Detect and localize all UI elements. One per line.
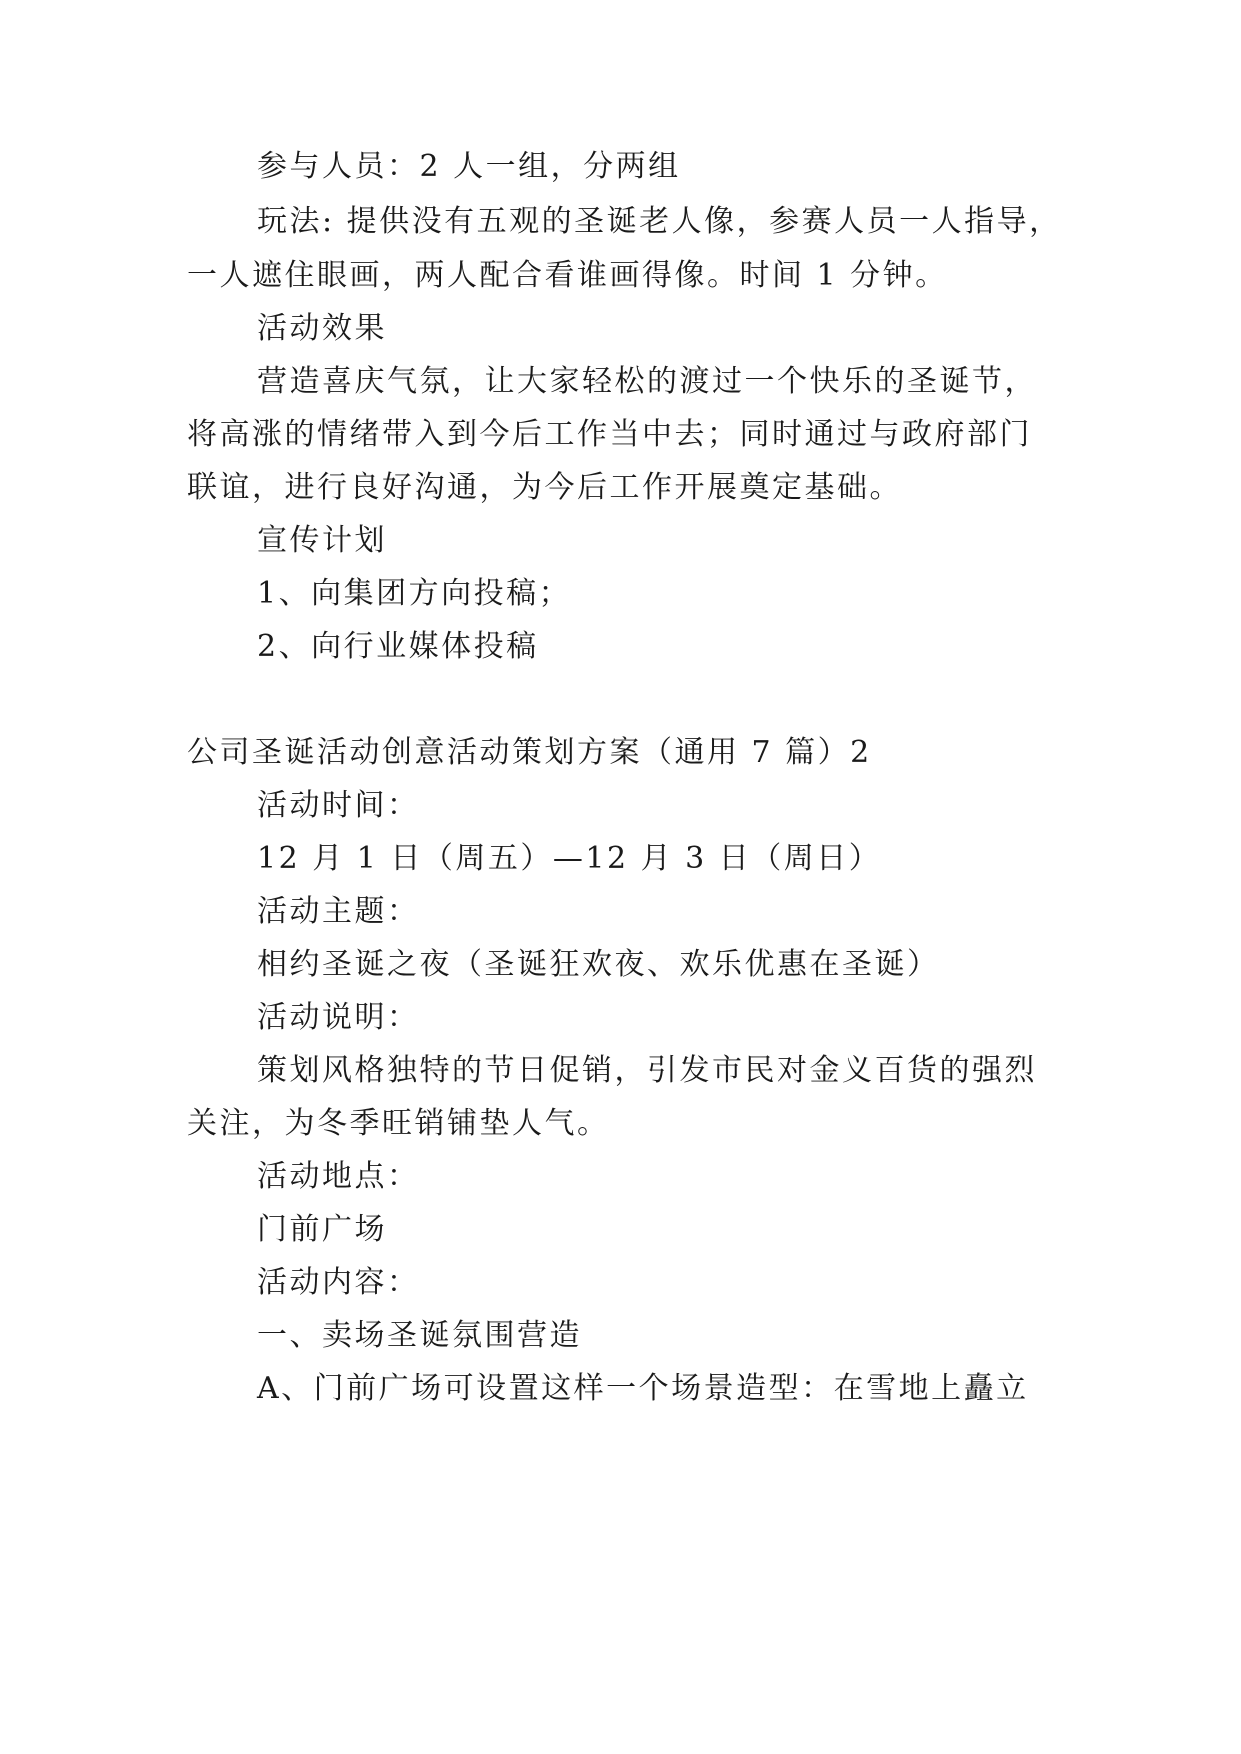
label-location: 活动地点： — [257, 1159, 420, 1194]
content-item-a: A、门前广场可设置这样一个场景造型：在雪地上矗立 — [257, 1371, 1029, 1406]
gameplay-line-2: 一人遮住眼画，两人配合看谁画得像。时间 1 分钟。 — [187, 258, 948, 293]
description-line-2: 关注，为冬季旺销铺垫人气。 — [187, 1106, 610, 1141]
document-title: 公司圣诞活动创意活动策划方案（通用 7 篇）2 — [187, 735, 872, 770]
label-content: 活动内容： — [257, 1265, 420, 1300]
label-description: 活动说明： — [257, 1000, 420, 1035]
effect-paragraph-line-2: 将高涨的情绪带入到今后工作当中去；同时通过与政府部门 — [187, 417, 1032, 452]
description-line-1: 策划风格独特的节日促销，引发市民对金义百货的强烈 — [257, 1053, 1037, 1088]
effect-paragraph-line-1: 营造喜庆气氛，让大家轻松的渡过一个快乐的圣诞节， — [257, 364, 1037, 399]
value-location: 门前广场 — [257, 1212, 387, 1247]
section-heading-publicity: 宣传计划 — [257, 523, 387, 558]
participants-line: 参与人员：2 人一组，分两组 — [257, 149, 681, 184]
content-heading-1: 一、卖场圣诞氛围营造 — [257, 1318, 582, 1353]
publicity-item-1: 1、向集团方向投稿； — [257, 576, 572, 611]
label-theme: 活动主题： — [257, 894, 420, 929]
publicity-item-2: 2、向行业媒体投稿 — [257, 629, 539, 664]
label-time: 活动时间： — [257, 788, 420, 823]
effect-paragraph-line-3: 联谊，进行良好沟通，为今后工作开展奠定基础。 — [187, 470, 902, 505]
value-theme: 相约圣诞之夜（圣诞狂欢夜、欢乐优惠在圣诞） — [257, 947, 940, 982]
value-time: 12 月 1 日（周五）—12 月 3 日（周日） — [257, 841, 882, 876]
section-heading-effect: 活动效果 — [257, 311, 387, 346]
gameplay-line-1: 玩法: 提供没有五观的圣诞老人像，参赛人员一人指导， — [257, 204, 1062, 239]
